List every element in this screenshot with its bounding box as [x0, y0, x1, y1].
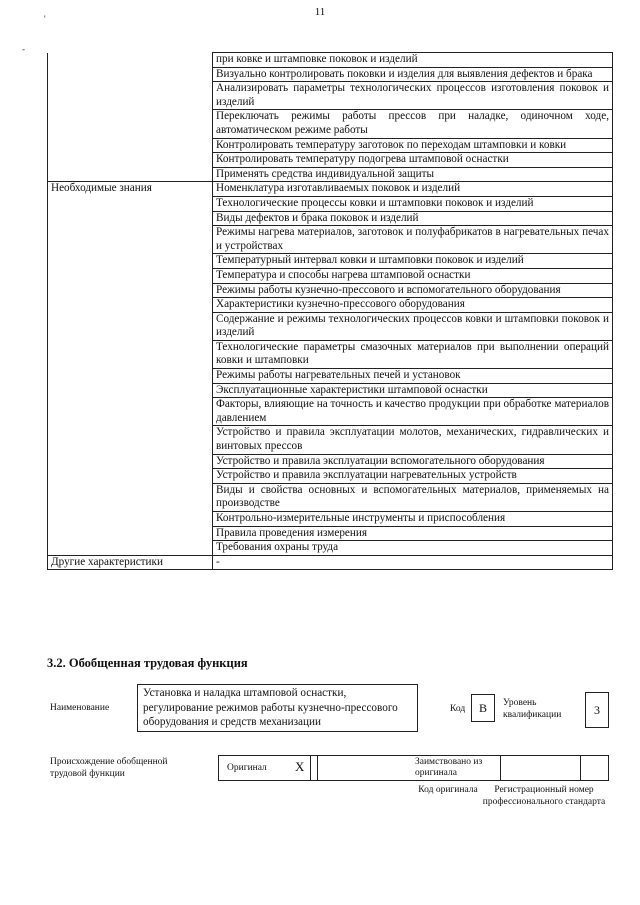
requirements-table — [47, 52, 613, 570]
row-label: Необходимые знания — [48, 182, 213, 555]
requirement-item: Анализировать параметры технологических процессов изготовления поковок и изделий — [213, 82, 613, 110]
requirement-item: Виды дефектов и брака поковок и изделий — [213, 211, 613, 226]
requirement-item: Применять средства индивидуальной защиты — [213, 167, 613, 182]
requirement-item: Устройство и правила эксплуатации молотов, механических, гидравлических и винтовых прессов — [213, 426, 613, 454]
requirement-item: Режимы нагрева материалов, заготовок и полуфабрикатов в нагревательных печах и устройствах — [213, 226, 613, 254]
code-value-box: B — [471, 694, 495, 722]
scan-mark: - — [22, 44, 25, 54]
registration-number-caption: Регистрационный номер профессионального стандарта — [482, 785, 606, 807]
original-label: Оригинал — [227, 763, 267, 773]
original-mark: X — [295, 759, 305, 774]
requirement-item: Факторы, влияющие на точность и качество продукции при обработке материалов давлением — [213, 398, 613, 426]
requirement-item: Эксплуатационные характеристики штамповой оснастки — [213, 383, 613, 398]
requirement-item: Устройство и правила эксплуатации нагревательных устройств — [213, 469, 613, 484]
borrowed-cell — [311, 756, 501, 780]
requirement-item: Устройство и правила эксплуатации вспомогательного оборудования — [213, 454, 613, 469]
page-number: 11 — [314, 6, 326, 18]
qualification-level-box: 3 — [585, 692, 609, 728]
row-label: Другие характеристики — [48, 555, 213, 570]
table-row — [48, 53, 613, 68]
requirement-item: Переключать режимы работы прессов при наладке, одиночном ходе, автоматическом режиме работы — [213, 110, 613, 138]
requirement-item: - — [213, 555, 613, 570]
requirement-item: Технологические параметры смазочных материалов при выполнении операций ковки и штамповки — [213, 340, 613, 368]
scan-mark: ' — [44, 14, 46, 24]
name-label: Наименование — [50, 703, 110, 713]
table-row — [48, 555, 613, 570]
requirement-item: Виды и свойства основных и вспомогательных материалов, применяемых на производстве — [213, 483, 613, 511]
table-row — [48, 182, 613, 197]
divider-line — [317, 756, 318, 780]
original-code-caption: Код оригинала — [418, 785, 478, 795]
original-cell — [219, 756, 311, 780]
origin-label: Происхождение обобщенной трудовой функции — [50, 757, 168, 779]
requirement-item: Контрольно-измерительные инструменты и приспособления — [213, 512, 613, 527]
requirement-item: Технологические процессы ковки и штамповки поковок и изделий — [213, 196, 613, 211]
function-name-box: Установка и наладка штамповой оснастки, регулирование режимов работы кузнечно-прессового оборудования и средств механизации — [137, 684, 418, 732]
code-label: Код — [450, 704, 466, 714]
origin-row — [218, 755, 609, 781]
requirement-item: Контролировать температуру подогрева штамповой оснастки — [213, 153, 613, 168]
borrowed-label: Заимствовано из оригинала — [415, 757, 483, 778]
section-heading: 3.2. Обобщенная трудовая функция — [47, 656, 248, 670]
requirement-item: Правила проведения измерения — [213, 526, 613, 541]
requirement-item: при ковке и штамповке поковок и изделий — [213, 53, 613, 68]
requirement-item: Требования охраны труда — [213, 541, 613, 556]
requirement-item: Температура и способы нагрева штамповой оснастки — [213, 268, 613, 283]
requirement-item: Контролировать температуру заготовок по переходам штамповки и ковки — [213, 138, 613, 153]
requirement-item: Номенклатура изготавливаемых поковок и изделий — [213, 182, 613, 197]
requirement-item: Содержание и режимы технологических процессов ковки и штамповки поковок и изделий — [213, 312, 613, 340]
original-code-cell — [501, 756, 581, 780]
qualification-level-label: Уровень квалификации — [503, 698, 562, 720]
requirement-item: Режимы работы кузнечно-прессового и вспомогательного оборудования — [213, 283, 613, 298]
requirement-item: Температурный интервал ковки и штамповки поковок и изделий — [213, 254, 613, 269]
requirement-item: Режимы работы нагревательных печей и установок — [213, 369, 613, 384]
requirement-item: Визуально контролировать поковки и изделия для выявления дефектов и брака — [213, 67, 613, 82]
registration-number-cell — [581, 756, 608, 780]
requirement-item: Характеристики кузнечно-прессового оборудования — [213, 298, 613, 313]
row-label — [48, 53, 213, 182]
